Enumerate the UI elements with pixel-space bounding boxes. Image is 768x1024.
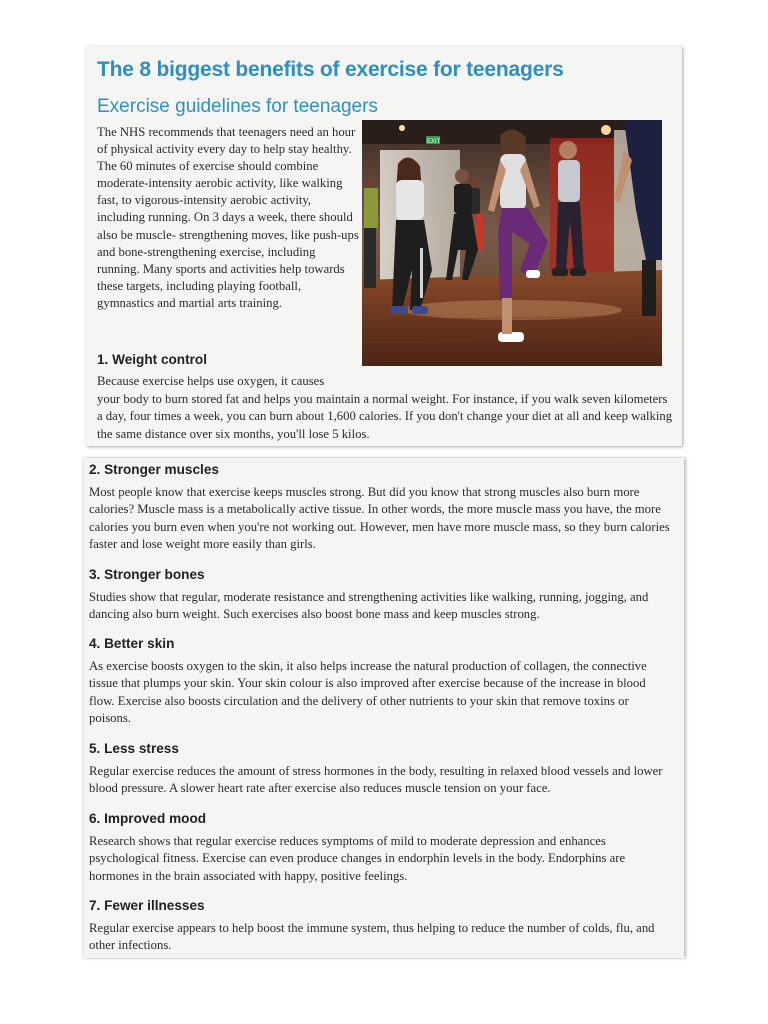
section-heading-fewer-illnesses: 7. Fewer illnesses (89, 898, 205, 913)
section-heading-weight-control: 1. Weight control (97, 352, 208, 367)
section-body-stronger-bones: Studies show that regular, moderate resistance and strengthening activities like walking, running, jogging, and dancing also burn weight. Such exercises also boost bone mass and keep muscles strong. (89, 590, 649, 622)
section-body-less-stress: Regular exercise reduces the amount of stress hormones in the body, resulting in relaxed blood vessels and lower blood pressure. A slower heart rate after exercise also reduces muscle tension on your face. (89, 764, 663, 796)
section-heading-improved-mood: 6. Improved mood (89, 811, 207, 826)
section-body-improved-mood: Research shows that regular exercise reduces symptoms of mild to moderate depression and enhances psychological fitness. Exercise can even produce changes in endorphin levels in the body. Endorphins are hormones in the brain associated with happy, positive feelings. (89, 834, 626, 883)
section-heading-better-skin: 4. Better skin (89, 636, 175, 651)
section-body-rest: your body to burn stored fat and helps you maintain a normal weight. For instance, if you walk seven kilometers a day, four times a week, you can burn about 1,600 calories. If you don't change your diet at all and keep walking the same distance over six months, you'll lose 5 kilos. (97, 391, 673, 441)
section-body-better-skin: As exercise boosts oxygen to the skin, it also helps increase the natural production of collagen, the connective tissue that plumps your skin. Your skin colour is also improved after exercise because of the increase in blood flow. Exercise also boosts circulation and the delivery of other nutrients to your skin that remove toxins or poisons. (89, 659, 647, 726)
section-body-fewer-illnesses: Regular exercise appears to help boost the immune system, thus helping to reduce the number of colds, flu, and other infections. (89, 921, 655, 953)
page-bottom-card (84, 458, 684, 958)
page-title: The 8 biggest benefits of exercise for teenagers (97, 58, 564, 81)
section-body-weight-control (97, 373, 673, 443)
section-heading-less-stress: 5. Less stress (89, 741, 179, 756)
exit-sign: EXIT (427, 139, 441, 145)
section-heading-stronger-bones: 3. Stronger bones (89, 567, 205, 582)
section-body-first-line: Because exercise helps use oxygen, it causes (97, 374, 325, 388)
page-top-card (86, 46, 682, 446)
section-body-stronger-muscles: Most people know that exercise keeps muscles strong. But did you know that strong muscles also burn more calories? Muscle mass is a metabolically active tissue. In other words, the more muscle mass you have, the more calories you burn even when you're not working out. However, men have more muscle mass, so they burn calories faster and lose weight more easily than girls. (89, 485, 670, 552)
intro-paragraph: The NHS recommends that teenagers need an hour of physical activity every day to help stay healthy. The 60 minutes of exercise should combine moderate-intensity aerobic activity, like walking fast, to vigorous-intensity aerobic activity, including running. On 3 days a week, there should also be muscle- strengthening moves, like push-ups and bone-strengthening exercise, including running. Many sports and activities help towards these targets, including playing football, gymnastics and martial arts training. (97, 125, 359, 310)
section-heading-stronger-muscles: 2. Stronger muscles (89, 462, 219, 477)
dance-class-photo (362, 120, 662, 366)
section-subtitle: Exercise guidelines for teenagers (97, 96, 378, 117)
